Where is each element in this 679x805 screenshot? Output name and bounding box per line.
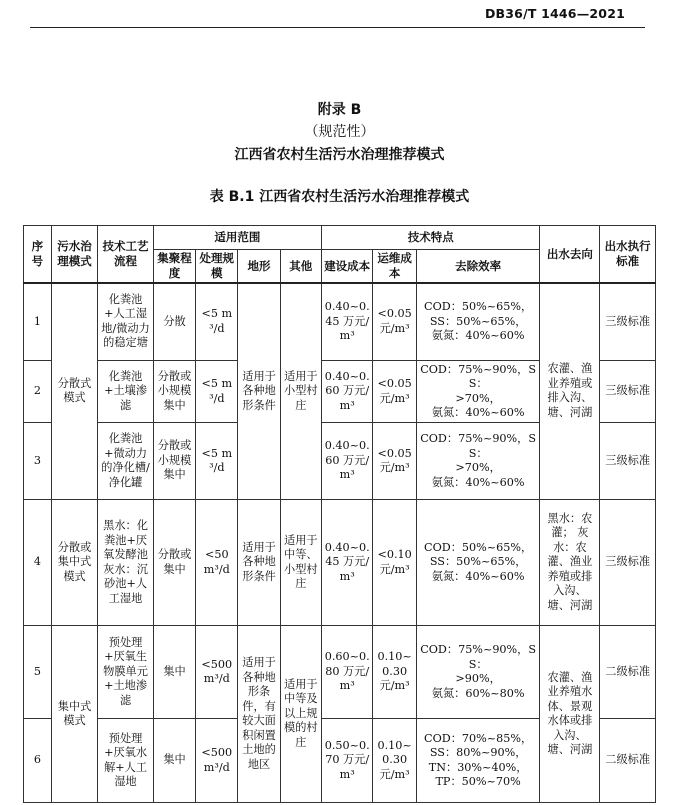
removal-line: COD：75%~90%，SS： [420, 643, 537, 671]
row-process: 预处理+厌氧水解+人工湿地 [98, 719, 154, 803]
row-capacity: <5 m³/d [196, 423, 238, 500]
header-om-cost: 运维成本 [373, 250, 416, 283]
row-process: 化粪池+土壤渗滤 [98, 361, 154, 423]
row-standard: 二级标准 [600, 626, 656, 719]
removal-line: >70%， [455, 461, 501, 474]
table-row [24, 500, 656, 626]
header-capacity: 处理规模 [196, 250, 238, 283]
header-tech: 技术特点 [321, 226, 540, 250]
row-no: 2 [24, 361, 52, 423]
row-no: 5 [24, 626, 52, 719]
removal-line: SS：50%~65%， [429, 314, 527, 328]
table-row [24, 626, 656, 719]
row-collect: 集中 [153, 719, 195, 803]
removal-line: COD：50%~65%， [424, 540, 533, 554]
removal-line: >90%， [455, 672, 501, 685]
row-build-cost: 0.50~0.70 万元/m³ [321, 719, 373, 803]
removal-line: >70%， [455, 391, 501, 405]
annex-note: （规范性） [304, 124, 375, 140]
row-om-cost: 0.10~0.30 元/m³ [373, 626, 416, 719]
annex-name: 江西省农村生活污水治理推荐模式 [234, 147, 445, 163]
row-build-cost: 0.40~0.45 万元/m³ [321, 283, 373, 361]
outlet-shared: 农灌、渔业养殖或排入沟、塘、河湖 [540, 283, 600, 500]
header-scope: 适用范围 [153, 226, 321, 250]
table-row [24, 283, 656, 361]
row-process: 化粪池+微动力的净化槽/净化罐 [98, 423, 154, 500]
other-shared-central: 适用于中等及以上规模的村庄 [280, 626, 321, 803]
row-standard: 三级标准 [600, 361, 656, 423]
removal-line: TN：30%~40%， [428, 760, 528, 774]
row-capacity: <500 m³/d [196, 719, 238, 803]
row-om-cost: <0.05 元/m³ [373, 361, 416, 423]
outlet-shared-central: 农灌、渔业养殖水体、景观水体或排入沟、塘、河湖 [540, 626, 600, 803]
row-collect: 集中 [153, 626, 195, 719]
row-no: 4 [24, 500, 52, 626]
row-process: 预处理+厌氧生物膜单元+土地渗滤 [98, 626, 154, 719]
header-rule [30, 27, 645, 28]
row-om-cost: 0.10~0.30 元/m³ [373, 719, 416, 803]
header-no: 序号 [24, 226, 52, 283]
removal-line: SS：50%~65%， [429, 555, 527, 569]
group-dispersed: 分散式模式 [51, 283, 97, 500]
removal-line: 氨氮：60%~80% [431, 686, 525, 700]
group-dispersed-or-central: 分散或集中式模式 [51, 500, 97, 626]
row-no: 1 [24, 283, 52, 361]
header-removal: 去除效率 [416, 250, 540, 283]
row-collect: 分散或小规模集中 [153, 423, 195, 500]
header-process: 技术工艺流程 [98, 226, 154, 283]
removal-line: 氨氮：40%~60% [431, 475, 525, 489]
row-removal [416, 626, 540, 719]
row-terrain: 适用于各种地形条件 [238, 500, 280, 626]
row-standard: 三级标准 [600, 423, 656, 500]
row-removal [416, 423, 540, 500]
row-terrain: 适用于各种地形条件，有较大面积闲置土地的地区 [238, 626, 280, 803]
row-capacity: <5 m³/d [196, 361, 238, 423]
row-build-cost: 0.40~0.60 万元/m³ [321, 361, 373, 423]
header-standard: 出水执行标准 [600, 226, 656, 283]
group-central: 集中式模式 [51, 626, 97, 803]
standard-id: DB36/T 1446—2021 [484, 6, 625, 21]
row-outlet: 黑水：农灌； 灰水：农灌、渔业养殖或排入沟、塘、河湖 [540, 500, 600, 626]
row-standard: 三级标准 [600, 283, 656, 361]
row-om-cost: <0.10 元/m³ [373, 500, 416, 626]
removal-line: COD：70%~85%， [424, 731, 533, 745]
header-collect: 集聚程度 [153, 250, 195, 283]
row-build-cost: 0.60~0.80 万元/m³ [321, 626, 373, 719]
removal-line: 氨氮：40%~60% [431, 406, 525, 419]
row-build-cost: 0.40~0.60 万元/ m³ [321, 423, 373, 500]
table-caption: 表 B.1 江西省农村生活污水治理推荐模式 [209, 189, 470, 205]
row-capacity: <5 m³/d [196, 283, 238, 361]
row-removal [416, 719, 540, 803]
row-process: 黑水：化粪池+厌氧发酵池 灰水：沉砂池+人工湿地 [98, 500, 154, 626]
header-outlet: 出水去向 [540, 226, 600, 283]
annex-title: 附录 B [317, 102, 362, 118]
row-process: 化粪池+人工湿地/微动力的稳定塘 [98, 283, 154, 361]
recommendation-table [23, 225, 656, 803]
removal-line: SS：80%~90%， [429, 746, 527, 759]
row-standard: 二级标准 [600, 719, 656, 803]
row-om-cost: <0.05 元/m³ [373, 423, 416, 500]
other-shared: 适用于小型村庄 [280, 283, 321, 500]
removal-line: COD：75%~90%，SS： [420, 362, 537, 390]
row-no: 3 [24, 423, 52, 500]
row-removal [416, 283, 540, 361]
header-build-cost: 建设成本 [321, 250, 373, 283]
removal-line: 氨氮：40%~60% [431, 569, 525, 583]
row-no: 6 [24, 719, 52, 803]
header-mode: 污水治理模式 [51, 226, 97, 283]
removal-line: COD：75%~90%，SS： [420, 432, 537, 460]
row-capacity: <500 m³/d [196, 626, 238, 719]
row-collect: 分散或集中 [153, 500, 195, 626]
removal-line: COD：50%~65%， [424, 300, 533, 313]
row-build-cost: 0.40~0.45 万元/m³ [321, 500, 373, 626]
row-capacity: <50 m³/d [196, 500, 238, 626]
row-other: 适用于中等、小型村庄 [280, 500, 321, 626]
row-collect: 分散或小规模集中 [153, 361, 195, 423]
row-removal [416, 500, 540, 626]
row-standard: 三级标准 [600, 500, 656, 626]
header-other: 其他 [280, 250, 321, 283]
row-collect: 分散 [153, 283, 195, 361]
removal-line: 氨氮：40%~60% [431, 329, 525, 342]
header-terrain: 地形 [238, 250, 280, 283]
row-om-cost: <0.05 元/m³ [373, 283, 416, 361]
row-removal [416, 361, 540, 423]
terrain-shared: 适用于各种地形条件 [238, 283, 280, 500]
removal-line: TP：50%~70% [435, 775, 521, 788]
